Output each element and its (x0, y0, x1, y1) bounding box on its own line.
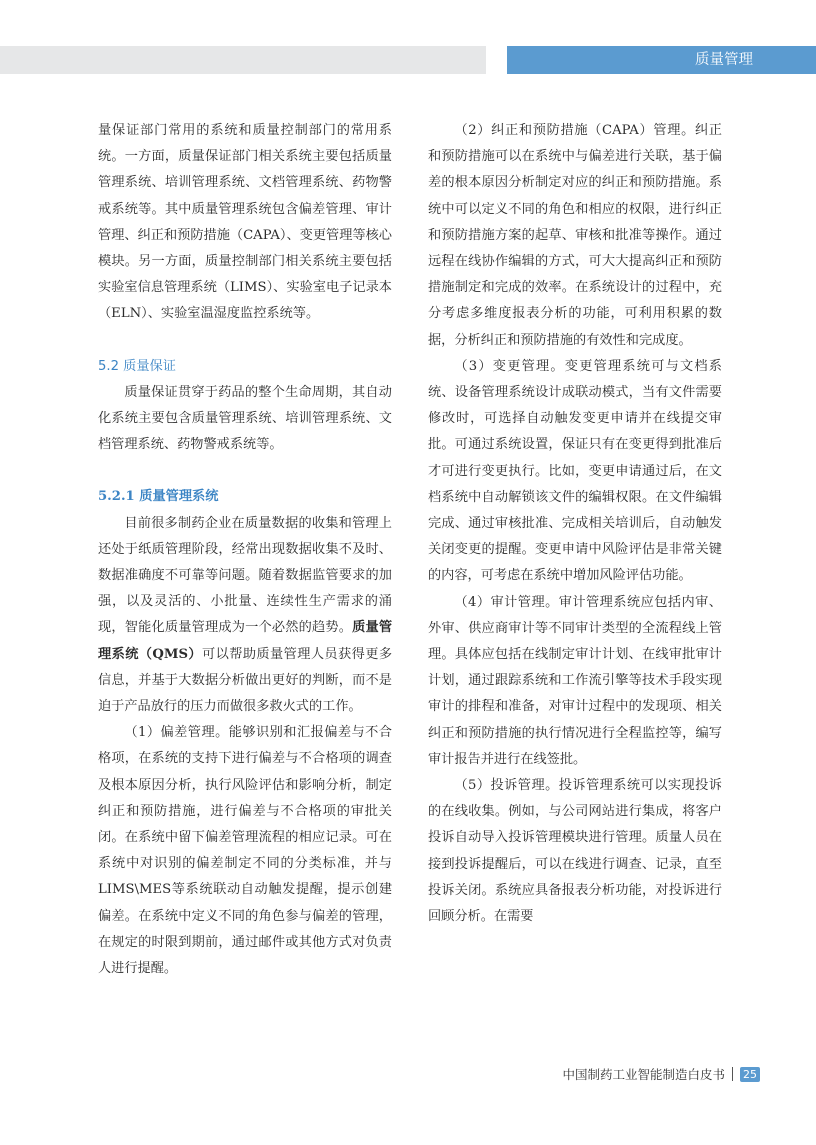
header-bar-left (0, 46, 486, 74)
spacer (98, 458, 392, 484)
left-paragraph-3-part-2: 可以帮助质量管理人员获得更多信息，并基于大数据分析做出更好的判断，而不是迫于产品放行的压力而做很多救火式的工作。 (98, 646, 393, 715)
page-footer (562, 1064, 760, 1084)
footer-divider (732, 1067, 733, 1081)
right-column (428, 118, 722, 930)
left-column (98, 118, 392, 982)
heading-5-2-1: 5.2.1 质量管理系统 (98, 489, 219, 505)
section-title: 质量管理 (695, 52, 753, 68)
spacer (98, 328, 392, 354)
right-paragraph-1: （2）纠正和预防措施（CAPA）管理。纠正和预防措施可以在系统中与偏差进行关联，基于偏差的根本原因分析制定对应的纠正和预防措施。系统中可以定义不同的角色和相应的权限，进行纠正和预防措施方案的起草、审核和批准等操作。通过远程在线协作编辑的方式，可大大提高纠正和预防措施制定和完成的效率。在系统设计的过程中，充分考虑多维度报表分析的功能，可利用积累的数据，分析纠正和预防措施的有效性和完成度。 (428, 123, 722, 348)
right-paragraph-2: （3）变更管理。变更管理系统可与文档系统、设备管理系统设计成联动模式，当有文件需要修改时，可选择自动触发变更申请并在线提交审批。可通过系统设置，保证只有在变更得到批准后才可进行变更执行。比如，变更申请通过后，在文档系统中自动解锁该文件的编辑权限。在文件编辑完成、通过审核批准、完成相关培训后，自动触发关闭变更的提醒。变更申请中风险评估是非常关键的内容，可考虑在系统中增加风险评估功能。 (428, 358, 722, 584)
left-paragraph-2: 质量保证贯穿于药品的整个生命周期，其自动化系统主要包含质量管理系统、培训管理系统、文档管理系统、药物警戒系统等。 (98, 384, 392, 453)
book-title: 中国制药工业智能制造白皮书 (562, 1067, 725, 1082)
heading-5-2: 5.2 质量保证 (98, 358, 176, 374)
qms-term: 质量管理系统（QMS） (98, 620, 393, 662)
left-paragraph-1: 量保证部门常用的系统和质量控制部门的常用系统。一方面，质量保证部门相关系统主要包括质量管理系统、培训管理系统、文档管理系统、药物警戒系统等。其中质量管理系统包含偏差管理、审计管理、纠正和预防措施（CAPA）、变更管理等核心模块。另一方面，质量控制部门相关系统主要包括实验室信息管理系统（LIMS）、实验室电子记录本（ELN）、实验室温湿度监控系统等。 (98, 123, 392, 322)
right-paragraph-3: （4）审计管理。审计管理系统应包括内审、外审、供应商审计等不同审计类型的全流程线上管理。具体应包括在线制定审计计划、在线审批审计计划，通过跟踪系统和工作流引擎等技术手段实现审计的排程和准备，对审计过程中的发现项、相关纠正和预防措施的执行情况进行全程监控等，编写审计报告并进行在线签批。 (428, 594, 722, 767)
left-paragraph-4: （1）偏差管理。能够识别和汇报偏差与不合格项，在系统的支持下进行偏差与不合格项的调查及根本原因分析，执行风险评估和影响分析，制定纠正和预防措施，进行偏差与不合格项的审批关闭。在系统中留下偏差管理流程的相应记录。可在系统中对识别的偏差制定不同的分类标准，并与LIMS\MES等系统联动自动触发提醒，提示创建偏差。在系统中定义不同的角色参与偏差的管理，在规定的时限到期前，通过邮件或其他方式对负责人进行提醒。 (98, 725, 392, 977)
page-number: 25 (740, 1067, 760, 1082)
left-paragraph-3-part-1: 目前很多制药企业在质量数据的收集和管理上还处于纸质管理阶段，经常出现数据收集不及时、数据准确度不可靠等问题。随着数据监管要求的加强，以及灵活的、小批量、连续性生产需求的涌现，智能化质量管理成为一个必然的趋势。 (98, 515, 392, 636)
left-paragraph-3 (98, 511, 392, 721)
right-paragraph-4: （5）投诉管理。投诉管理系统可以实现投诉的在线收集。例如，与公司网站进行集成，将客户投诉自动导入投诉管理模块进行管理。质量人员在接到投诉提醒后，可以在线进行调查、记录，直至投诉关闭。系统应具备报表分析功能，对投诉进行回顾分析。在需要 (428, 778, 722, 925)
